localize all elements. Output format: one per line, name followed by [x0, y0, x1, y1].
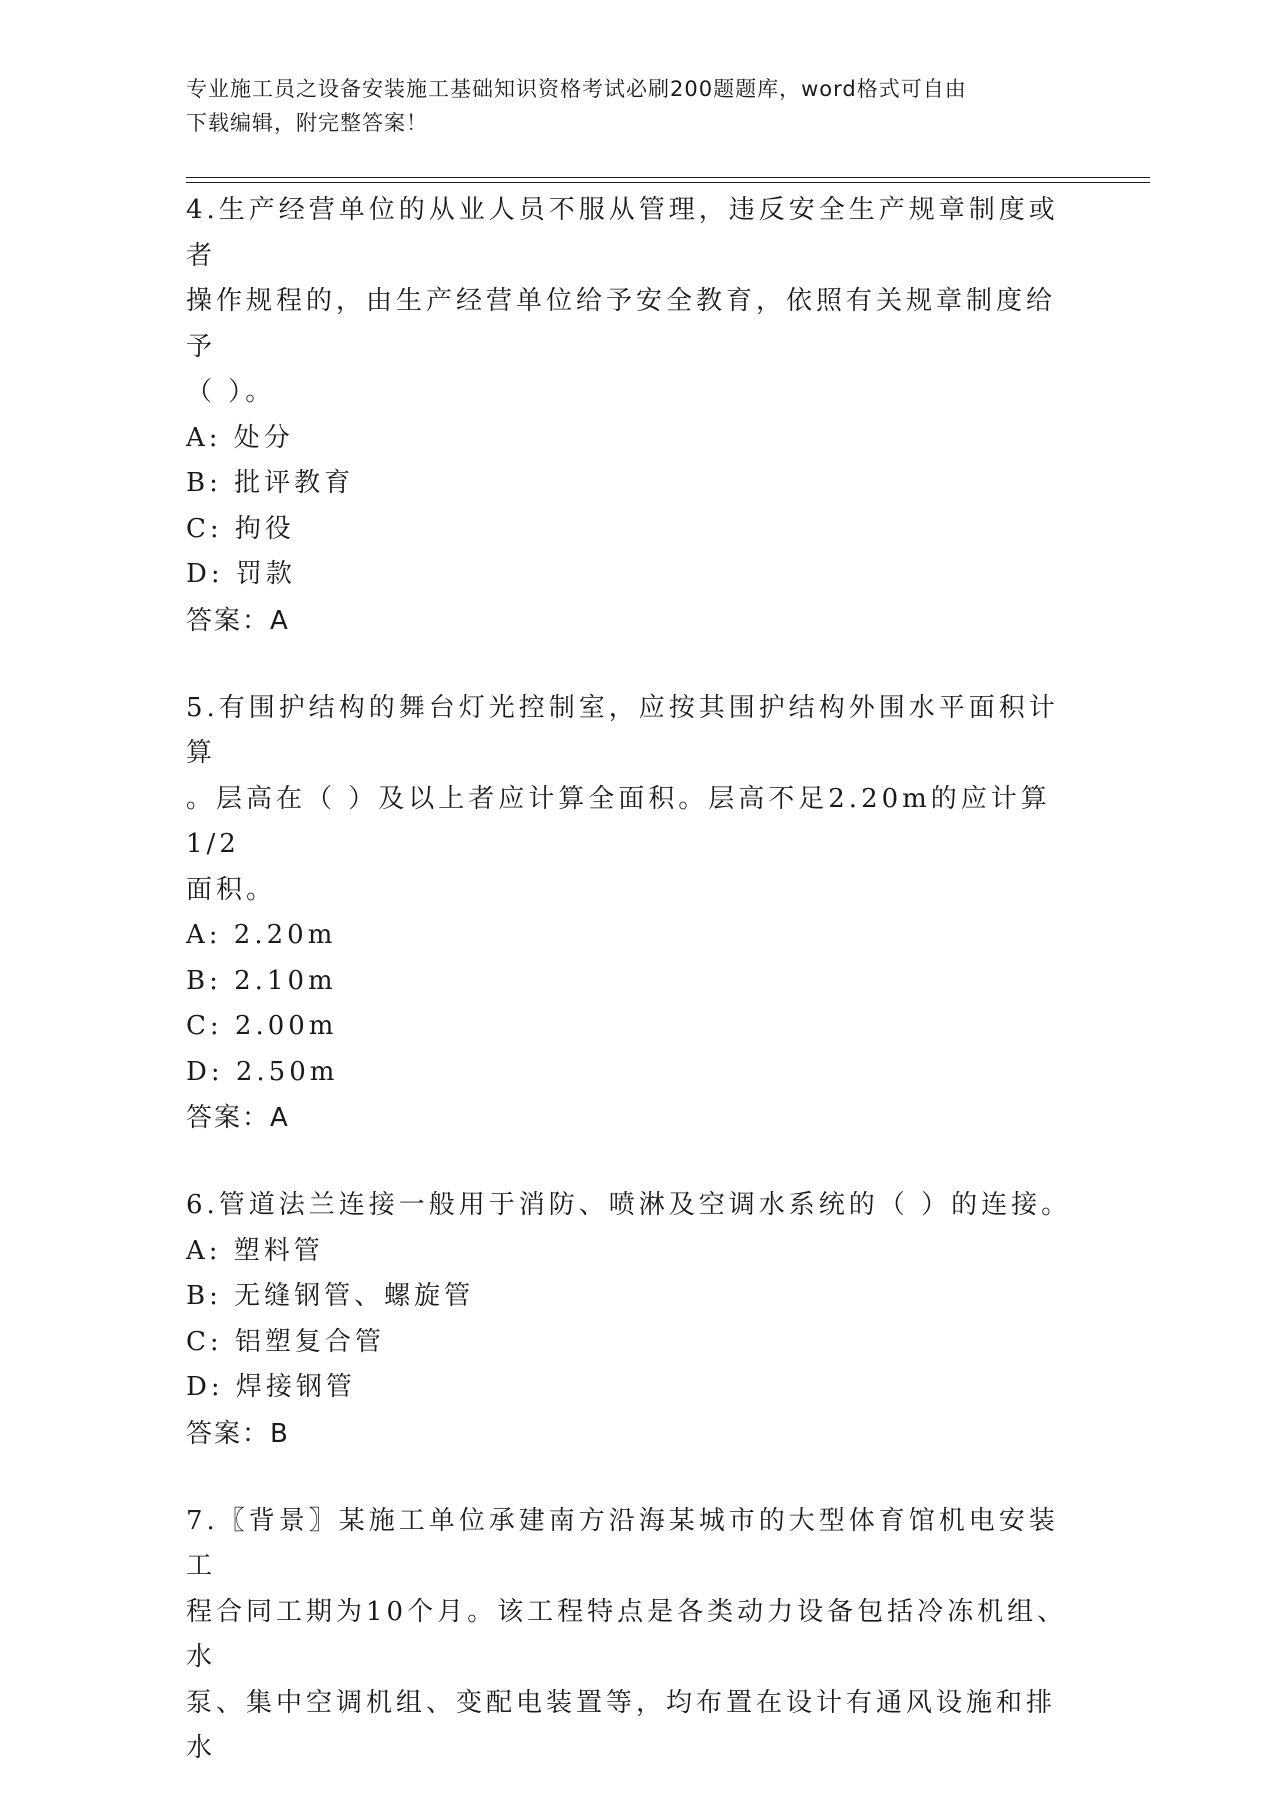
option-a: A: 2.20m — [186, 920, 337, 950]
stem-line: （ ）。 — [186, 377, 276, 407]
question-stem — [186, 1499, 1076, 1772]
stem-line: 7.〖背景〗某施工单位承建南方沿海某城市的大型体育馆机电安装工 — [186, 1505, 1059, 1581]
header-line-2: 下载编辑，附完整答案！ — [186, 111, 428, 135]
question-stem — [186, 686, 1076, 914]
header-line-1: 专业施工员之设备安装施工基础知识资格考试必刷200题题库，word格式可自由 — [186, 77, 967, 101]
answer-label: 答案：A — [186, 1103, 290, 1133]
question-list — [186, 188, 1076, 1814]
stem-line: 4.生产经营单位的从业人员不服从管理，违反安全生产规章制度或者 — [186, 195, 1059, 271]
option-c: C: 铝塑复合管 — [186, 1326, 385, 1357]
option-d: D: 焊接钢管 — [186, 1372, 356, 1402]
question-stem — [186, 188, 1076, 416]
option-a: A: 处分 — [186, 422, 294, 453]
option-c: C: 2.00m — [186, 1011, 338, 1041]
document-header — [186, 72, 1066, 140]
question-6 — [186, 1183, 1076, 1457]
stem-line: 面积。 — [186, 874, 277, 905]
option-b: B: 批评教育 — [186, 468, 355, 498]
question-7 — [186, 1499, 1076, 1772]
question-4 — [186, 188, 1076, 644]
answer-label: 答案：A — [186, 605, 290, 636]
stem-line: 泵、集中空调机组、变配电装置等，均布置在设计有通风设施和排水 — [186, 1687, 1057, 1763]
stem-line: 5.有围护结构的舞台灯光控制室，应按其围护结构外围水平面积计算 — [186, 692, 1059, 768]
stem-line: 程合同工期为10个月。该工程特点是各类动力设备包括冷冻机组、水 — [186, 1596, 1068, 1672]
option-b: B: 2.10m — [186, 965, 337, 996]
option-a: A: 塑料管 — [186, 1235, 324, 1266]
header-rule-bottom — [186, 182, 1150, 183]
question-5 — [186, 686, 1076, 1142]
stem-line: 6.管道法兰连接一般用于消防、喷淋及空调水系统的（ ）的连接。 — [186, 1190, 1072, 1220]
stem-line: 操作规程的，由生产经营单位给予安全教育，依照有关规章制度给予 — [186, 286, 1057, 362]
stem-line: 。层高在（ ）及以上者应计算全面积。层高不足2.20m的应计算1/2 — [186, 783, 1051, 859]
option-b: B: 无缝钢管、螺旋管 — [186, 1281, 475, 1311]
question-stem — [186, 1183, 1076, 1229]
option-d: D: 罚款 — [186, 559, 296, 589]
header-rule-top — [186, 177, 1150, 178]
answer-label: 答案：B — [186, 1418, 290, 1449]
option-d: D: 2.50m — [186, 1056, 339, 1087]
option-c: C: 拘役 — [186, 513, 295, 544]
